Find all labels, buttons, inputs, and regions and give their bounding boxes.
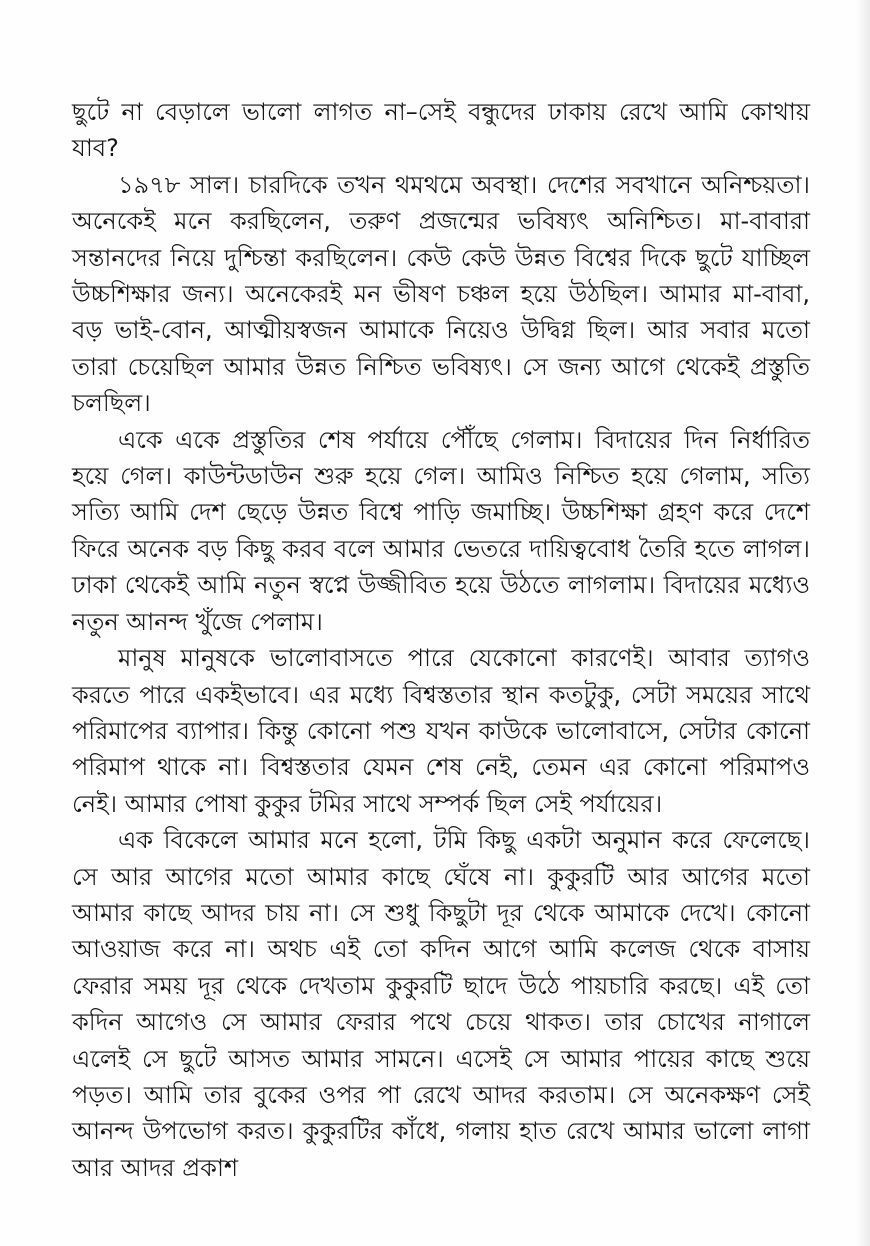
paragraph-tommy: এক বিকেলে আমার মনে হলো, টমি কিছু একটা অনুমান করে ফেলেছে। সে আর আগের মতো আমার কাছে ঘেঁষে না। কুকুরটি আর আগের মতো আমার কাছে আদর চায় না। সে শুধু কিছুটা দূর থেকে আমাকে দেখে। কোনো আওয়াজ করে না। অথচ এই তো কদিন আগে আমি কলেজ থেকে বাসায় ফেরার সময় দূর থেকে দেখতাম কুকুরটি ছাদে উঠে পায়চারি করছে। এই তো কদিন আগেও সে আমার ফেরার পথে চেয়ে থাকত। তার চোখের নাগালে এলেই সে ছুটে আসত আমার সামনে। এসেই সে আমার পায়ের কাছে শুয়ে পড়ত। আমি তার বুকের ওপর পা রেখে আদর করতাম। সে অনেকক্ষণ সেই আনন্দ উপভোগ করত। কুকুরটির কাঁধে, গলায় হাত রেখে আমার ভালো লাগা আর আদর প্রকাশ bbox=[72, 826, 810, 1182]
paragraph-preparation: একে একে প্রস্তুতির শেষ পর্যায়ে পৌঁছে গেলাম। বিদায়ের দিন নির্ধারিত হয়ে গেল। কাউন্টডাউন শুরু হয়ে গেল। আমিও নিশ্চিত হয়ে গেলাম, সত্যি সত্যি আমি দেশ ছেড়ে উন্নত বিশ্বে পাড়ি জমাচ্ছি। উচ্চশিক্ষা গ্রহণ করে দেশে ফিরে অনেক বড় কিছু করব বলে আমার ভেতরে দায়িত্ববোধ তৈরি হতে লাগল। ঢাকা থেকেই আমি নতুন স্বপ্নে উজ্জীবিত হয়ে উঠতে লাগলাম। বিদায়ের মধ্যেও নতুন আনন্দ খুঁজে পেলাম। bbox=[72, 425, 810, 636]
paragraph-loyalty: মানুষ মানুষকে ভালোবাসতে পারে যেকোনো কারণেই। আবার ত্যাগও করতে পারে একইভাবে। এর মধ্যে বিশ্বস্ততার স্থান কতটুকু, সেটা সময়ের সাথে পরিমাপের ব্যাপার। কিন্তু কোনো পশু যখন কাউকে ভালোবাসে, সেটার কোনো পরিমাপ থাকে না। বিশ্বস্ততার যেমন শেষ নেই, তেমন এর কোনো পরিমাপও নেই। আমার পোষা কুকুর টমির সাথে সম্পর্ক ছিল সেই পর্যায়ের। bbox=[72, 644, 810, 818]
paragraph-1978: ১৯৭৮ সাল। চারদিকে তখন থমথমে অবস্থা। দেশের সবখানে অনিশ্চয়তা। অনেকেই মনে করছিলেন, তরুণ প্রজন্মের ভবিষ্যৎ অনিশ্চিত। মা-বাবারা সন্তানদের নিয়ে দুশ্চিন্তা করছিলেন। কেউ কেউ উন্নত বিশ্বের দিকে ছুটে যাচ্ছিল উচ্চশিক্ষার জন্য। অনেকেরই মন ভীষণ চঞ্চল হয়ে উঠছিল। আমার মা-বাবা, বড় ভাই-বোন, আত্মীয়স্বজন আমাকে নিয়েও উদ্বিগ্ন ছিল। আর সবার মতো তারা চেয়েছিল আমার উন্নত নিশ্চিত ভবিষ্যৎ। সে জন্য আগে থেকেই প্রস্তুতি চলছিল। bbox=[72, 170, 810, 418]
body-text bbox=[72, 94, 810, 1186]
paragraph-continuation: ছুটে না বেড়ালে ভালো লাগত না–সেই বন্ধুদের ঢাকায় রেখে আমি কোথায় যাব? bbox=[72, 98, 810, 163]
page-edge-shadow bbox=[856, 0, 870, 1246]
